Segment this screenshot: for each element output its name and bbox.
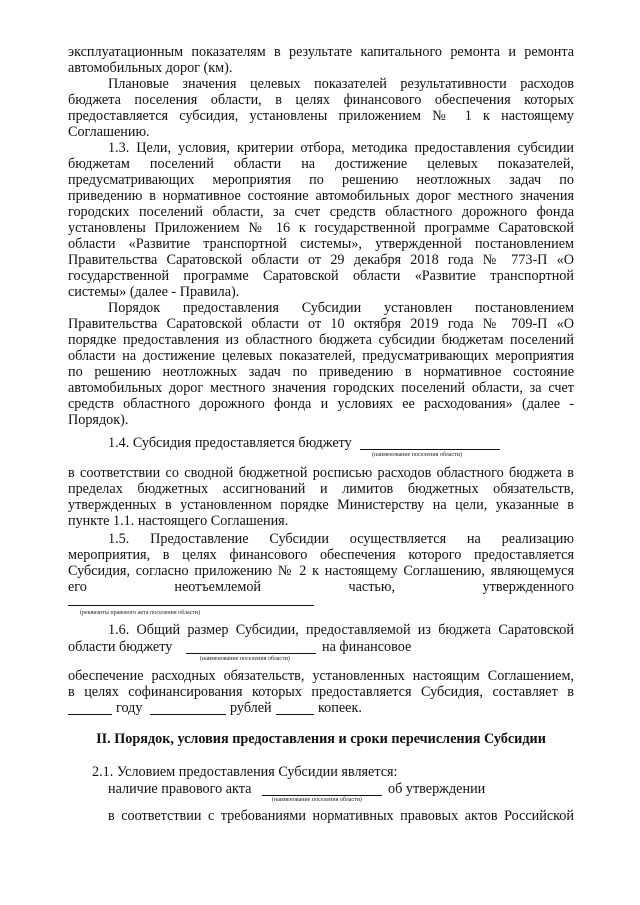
section-heading: II. Порядок, условия предоставления и сроки перечисления Субсидии: [96, 731, 546, 747]
text-line: пункте 1.1. настоящего Соглашения.: [68, 513, 289, 529]
text-line: на финансовое: [322, 639, 412, 655]
text-line: установлены Приложением № 16 к государственной программе Саратовской: [68, 220, 574, 236]
settlement-name-blank: [262, 784, 382, 796]
kopecks-blank: [276, 703, 314, 715]
text-line: обеспечение расходных обязательств, установленных настоящим Соглашением,: [68, 668, 574, 684]
text-line: Субсидия, согласно приложению № 2 к настоящему Соглашению, являющемуся: [68, 563, 574, 579]
field-caption: (наименование поселения области): [200, 656, 290, 662]
rubles-blank: [150, 703, 226, 715]
text-line: бюджета поселения области, в целях финансового обеспечения которых: [68, 92, 574, 108]
text-line: Плановые значения целевых показателей результативности расходов: [108, 76, 574, 92]
text-line: пределах бюджетных ассигнований и лимитов бюджетных обязательств,: [68, 481, 574, 497]
text-line: мероприятия, в целях финансового обеспечения которого предоставляется: [68, 547, 574, 563]
text-line: Правительства Саратовской области от 10 октября 2019 года № 709-П «О: [68, 316, 574, 332]
field-caption: (наименование поселения области): [372, 452, 462, 458]
text-line: рублей: [230, 700, 272, 716]
text-line: в соответствии с требованиями нормативных правовых актов Российской: [108, 808, 574, 824]
text-line: Порядок предоставления Субсидии установлен постановлением: [108, 300, 574, 316]
field-caption: (наименование поселения области): [272, 797, 362, 803]
text-line: Соглашению.: [68, 124, 150, 140]
text-line: городских поселений области, за счет средств областного дорожного фонда: [68, 204, 574, 220]
text-line: Порядок).: [68, 412, 129, 428]
year-blank: [68, 703, 112, 715]
text-line: в соответствии со сводной бюджетной росписью расходов областного бюджета в: [68, 465, 574, 481]
legal-act-blank: [68, 594, 314, 606]
settlement-name-blank: [186, 642, 316, 654]
text-line: системы» (далее - Правила).: [68, 284, 240, 300]
text-line: государственной программе Саратовской области «Развитие транспортной: [68, 268, 574, 284]
text-line: по решению неотложных задач по приведению в нормативное состояние: [68, 364, 574, 380]
text-line: Правительства Саратовской области от 29 декабря 2018 года № 773-П «О: [68, 252, 574, 268]
text-line: бюджетам поселений области на достижение целевых показателей,: [68, 156, 574, 172]
text-line: средств областного дорожного фонда и условиях ее расходования» (далее -: [68, 396, 574, 412]
text-line: предусматривающих мероприятия по решению неотложных задач по: [68, 172, 574, 188]
text-line: 1.4. Субсидия предоставляется бюджету: [108, 435, 352, 451]
text-line: приведению в нормативное состояние автомобильных дорог местного значения: [68, 188, 574, 204]
text-line: эксплуатационным показателям в результате капитального ремонта и ремонта: [68, 44, 574, 60]
text-line: области на достижение целевых показателей, предусматривающих мероприятия: [68, 348, 574, 364]
text-line: утвержденных в установленном порядке Министерству на цели, указанные в: [68, 497, 574, 513]
text-line: 2.1. Условием предоставления Субсидии является:: [92, 764, 398, 780]
text-line: автомобильных дорог местного значения городских поселений области, за счет: [68, 380, 574, 396]
text-line: предоставляется субсидия, установлены приложением № 1 к настоящему: [68, 108, 574, 124]
text-line: копеек.: [318, 700, 362, 716]
text-line: 1.3. Цели, условия, критерии отбора, методика предоставления субсидии: [108, 140, 574, 156]
text-line: автомобильных дорог (км).: [68, 60, 233, 76]
text-line: области «Развитие транспортной системы», утвержденной постановлением: [68, 236, 574, 252]
field-caption: (реквизиты правового акта поселения области): [80, 610, 201, 616]
text-line: об утверждении: [388, 781, 486, 797]
text-line: его неотъемлемой частью, утвержденного: [68, 579, 574, 595]
text-line: году: [116, 700, 143, 716]
text-line: в целях софинансирования которых предоставляется Субсидия, составляет в: [68, 684, 574, 700]
text-line: порядке предоставления из областного бюджета субсидии бюджетам поселений: [68, 332, 574, 348]
text-line: 1.6. Общий размер Субсидии, предоставляемой из бюджета Саратовской: [108, 622, 574, 638]
text-line: области бюджету: [68, 639, 173, 655]
text-line: наличие правового акта: [108, 781, 252, 797]
settlement-name-blank: [360, 438, 500, 450]
text-line: 1.5. Предоставление Субсидии осуществляется на реализацию: [108, 531, 574, 547]
